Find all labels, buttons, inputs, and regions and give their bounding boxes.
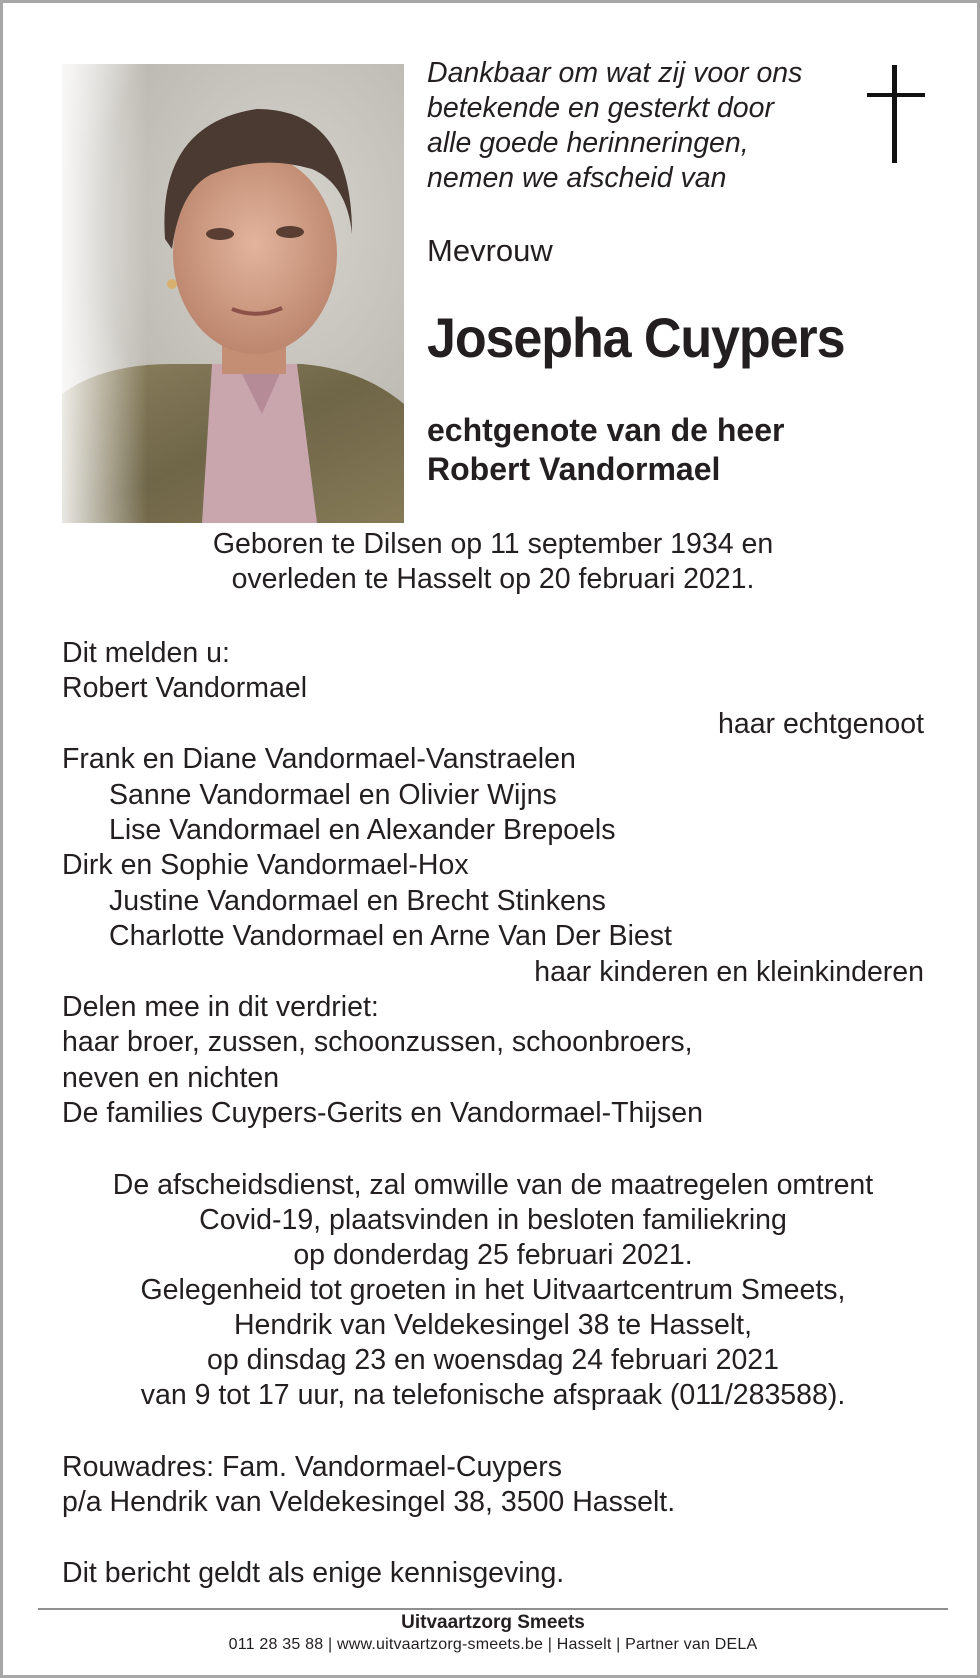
service-line: De afscheidsdienst, zal omwille van de maatregelen omtrent (112, 1169, 874, 1201)
closing-note: Dit bericht geldt als enige kennisgeving. (62, 1557, 565, 1589)
deceased-name: Josepha Cuypers (427, 306, 845, 369)
birth-death-line: Geboren te Dilsen op 11 september 1934 en (212, 528, 774, 560)
service-line: van 9 tot 17 uur, na telefonische afspraak (011/283588). (140, 1379, 846, 1411)
sharing-line: haar broer, zussen, schoonzussen, schoonbroers, (62, 1026, 693, 1059)
intro-line: alle goede herinneringen, (427, 127, 749, 159)
service-info (33, 1168, 953, 1413)
service-line: op dinsdag 23 en woensdag 24 februari 2021 (206, 1344, 780, 1376)
grandchild: Sanne Vandormael en Olivier Wijns (109, 778, 557, 811)
intro-line: nemen we afscheid van (427, 162, 727, 194)
family-member: Frank en Diane Vandormael-Vanstraelen (62, 743, 576, 776)
funeral-home-name: Uitvaartzorg Smeets (401, 1612, 585, 1633)
intro-line: Dankbaar om wat zij voor ons (427, 57, 803, 89)
sharing-heading: Delen mee in dit verdriet: (62, 990, 379, 1023)
service-line: Covid-19, plaatsvinden in besloten familiekring (199, 1204, 787, 1236)
portrait-photo (62, 64, 404, 523)
address-line: p/a Hendrik van Veldekesingel 38, 3500 Hasselt. (62, 1486, 676, 1518)
grandchild: Charlotte Vandormael en Arne Van Der Biest (109, 920, 672, 953)
cross-icon (867, 65, 925, 163)
family-announcement (62, 636, 924, 1131)
family-member: Dirk en Sophie Vandormael-Hox (62, 849, 469, 882)
mourning-address (62, 1450, 675, 1520)
grandchild: Justine Vandormael en Brecht Stinkens (109, 884, 606, 917)
address-line: Rouwadres: Fam. Vandormael-Cuypers (62, 1451, 563, 1483)
grandchild: Lise Vandormael en Alexander Brepoels (109, 813, 616, 846)
title-prefix: Mevrouw (427, 233, 553, 268)
spouse-line: echtgenote van de heer (427, 412, 785, 448)
spouse-relation: haar echtgenoot (718, 707, 924, 740)
spouse-info (427, 411, 784, 489)
spouse-name: Robert Vandormael (62, 672, 308, 705)
intro-text (427, 56, 857, 196)
sharing-line: De families Cuypers-Gerits en Vandormael-Thijsen (62, 1097, 703, 1130)
spouse-line: Robert Vandormael (427, 451, 721, 487)
footer-divider (38, 1608, 948, 1610)
announcement-heading: Dit melden u: (62, 637, 230, 669)
family-relation: haar kinderen en kleinkinderen (534, 955, 924, 988)
sharing-line: neven en nichten (62, 1061, 280, 1094)
service-line: Hendrik van Veldekesingel 38 te Hasselt, (233, 1309, 753, 1341)
birth-death-info (33, 527, 953, 597)
intro-line: betekende en gesterkt door (427, 92, 774, 124)
service-line: op donderdag 25 februari 2021. (293, 1239, 693, 1271)
birth-death-line: overleden te Hasselt op 20 februari 2021. (231, 563, 755, 595)
funeral-home-contact: 011 28 35 88 | www.uitvaartzorg-smeets.be | Hasselt | Partner van DELA (228, 1636, 758, 1653)
service-line: Gelegenheid tot groeten in het Uitvaartcentrum Smeets, (140, 1274, 846, 1306)
